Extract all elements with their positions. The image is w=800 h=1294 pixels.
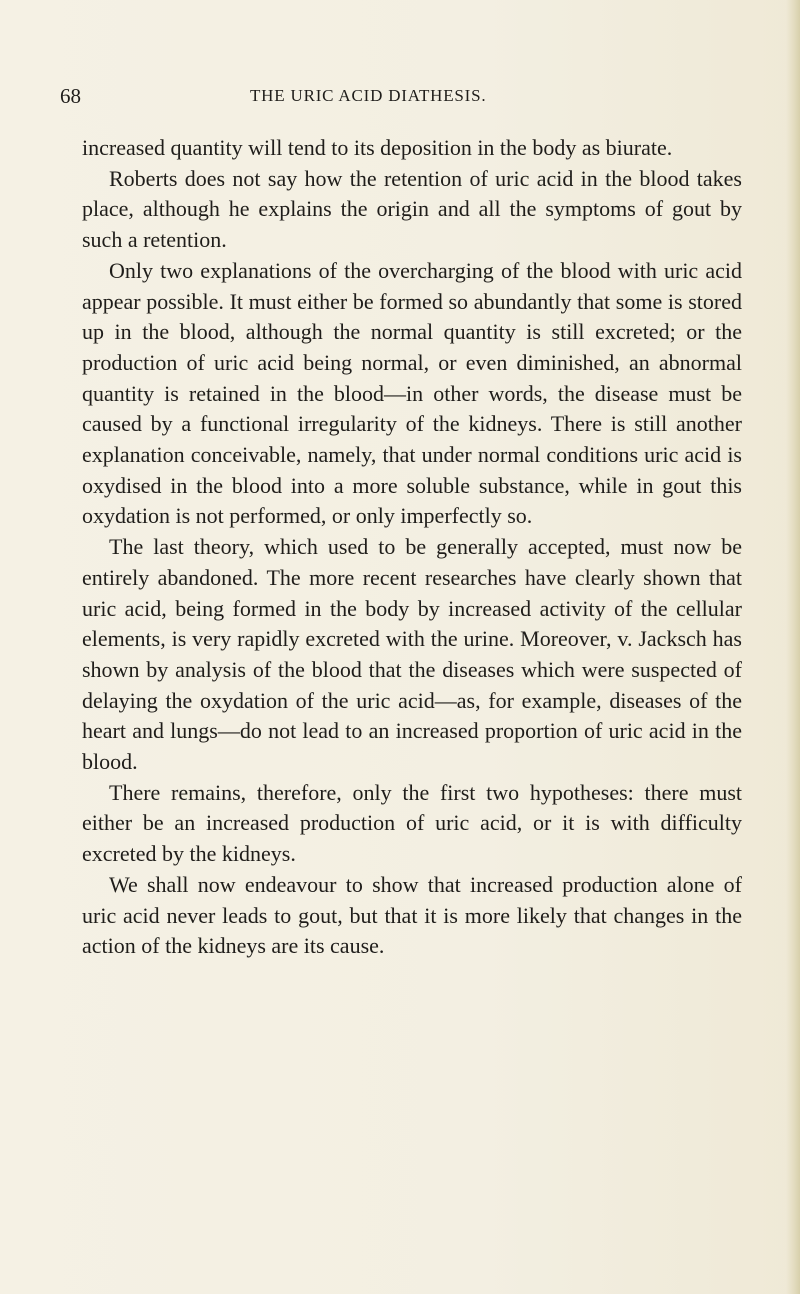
- body-text: [82, 133, 742, 962]
- paragraph-continuation: increased quantity will tend to its deposition in the body as biurate.: [82, 135, 673, 160]
- paragraph-conclusion: We shall now endeavour to show that increased production alone of uric acid never leads to gout, but that it is more likely that changes in the action of the kidneys are its cause.: [82, 871, 742, 959]
- paragraph-last-theory: The last theory, which used to be generally accepted, must now be entirely abandoned. The more recent researches have clearly shown that uric acid, being formed in the body by increased activity of the cellular elements, is very rapidly excreted with the urine. Moreover, v. Jacksch has shown by analysis of the blood that the diseases which were suspected of delaying the oxydation of the uric acid—as, for example, diseases of the heart and lungs—do not lead to an increased proportion of uric acid in the blood.: [82, 534, 742, 775]
- paragraph-remaining-hypotheses: There remains, therefore, only the first two hypotheses: there must either be an increased production of uric acid, or it is with difficulty excreted by the kidneys.: [82, 779, 742, 867]
- paragraph-roberts: Roberts does not say how the retention of uric acid in the blood takes place, although he explains the origin and all the symptoms of gout by such a retention.: [82, 165, 742, 253]
- page-edge-shadow: [786, 0, 800, 1294]
- paragraph-explanations: Only two explanations of the overcharging of the blood with uric acid appear possible. It must either be formed so abundantly that some is stored up in the blood, although the normal quantity is still excreted; or the production of uric acid being normal, or even diminished, an abnormal quantity is retained in the blood—in other words, the disease must be caused by a functional irregularity of the kidneys. There is still another explanation conceivable, namely, that under normal conditions uric acid is oxydised in the blood into a more soluble substance, while in gout this oxydation is not performed, or only imperfectly so.: [82, 257, 742, 529]
- page-header: [60, 84, 740, 114]
- page-number: 68: [60, 84, 81, 108]
- running-title: THE URIC ACID DIATHESIS.: [250, 86, 487, 105]
